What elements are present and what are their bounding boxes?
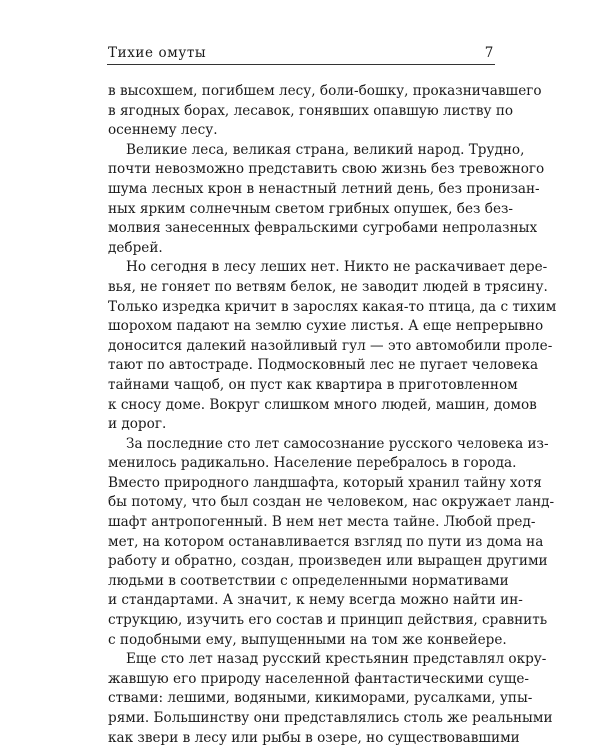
text-line: осеннему лесу. [108,122,218,139]
text-line: ствами: лешими, водяными, кикиморами, русалками, упы- [108,690,533,707]
body-text [108,82,557,748]
text-line: жавшую его природу населенной фантастическими суще- [108,670,529,687]
text-line: струкцию, изучить его состав и принцип действия, сравнить [108,612,548,629]
text-line: шафт антропогенный. В нем нет места тайне. Любой пред- [108,514,536,531]
text-line: почти невозможно представить свою жизнь без тревожного [108,161,545,178]
text-line: менилось радикально. Население перебралось в города. [108,455,517,472]
page-number: 7 [484,45,494,61]
text-line: ных ярким солнечным светом грибных опушек, без без- [108,200,514,217]
text-line: Вместо природного ландшафта, который хранил тайну хотя [108,474,542,491]
text-line: доносится далекий назойливый гул — это автомобили проле- [108,337,553,354]
text-line: За последние сто лет самосознание русского человека из- [126,435,549,452]
text-line: людьми в соответствии с определенными нормативами [108,572,509,589]
running-title: Тихие омуты [108,45,207,61]
paragraph [108,141,545,259]
paragraph [108,82,542,141]
text-line: шума лесных крон в ненастный летний день, без пронизан- [108,180,540,197]
text-line: с подобными ему, выпущенными на том же конвейере. [108,631,507,648]
header-rule [107,64,495,65]
text-line: вья, не гоняет по ветвям белок, не заводит людей в трясину. [108,278,548,295]
text-line: бы потому, что был создан не человеком, нас окружает ланд- [108,494,555,511]
paragraph [108,650,553,748]
text-line: рями. Большинству они представлялись столь же реальными [108,710,553,726]
text-line: в ягодных борах, лесавок, гонявших опавшую листву по [108,102,514,119]
text-line: в высохшем, погибшем лесу, боли-бошку, проказничавшего [108,83,542,99]
paragraph [108,258,557,434]
text-line: Еще сто лет назад русский крестьянин представлял окру- [126,651,547,668]
text-line: мет, на котором останавливается взгляд по пути из дома на [108,533,544,550]
text-line: и дорог. [108,416,167,433]
running-header [108,39,494,61]
text-line: работу и обратно, создан, произведен или выращен другими [108,553,548,570]
text-line: дебрей. [108,239,163,256]
text-line: тайнами чащоб, он пуст как квартира в приготовленном [108,376,518,393]
text-line: молвия занесенных февральскими сугробами непролазных [108,220,538,237]
text-line: Великие леса, великая страна, великий народ. Трудно, [126,141,525,158]
text-line: как звери в лесу или рыбы в озере, но существовавшими [108,729,520,746]
text-line: Но сегодня в лесу леших нет. Никто не раскачивает дере- [126,259,548,276]
text-line: тают по автостраде. Подмосковный лес не пугает человека [108,357,539,374]
text-line: Только изредка кричит в зарослях какая-то птица, да с тихим [108,298,557,315]
text-line: шорохом падают на землю сухие листья. А еще непрерывно [108,318,544,335]
paragraph [108,435,555,651]
text-line: и стандартами. А значит, к нему всегда можно найти ин- [108,592,523,609]
text-line: к сносу доме. Вокруг слишком много людей, машин, домов [108,396,537,413]
